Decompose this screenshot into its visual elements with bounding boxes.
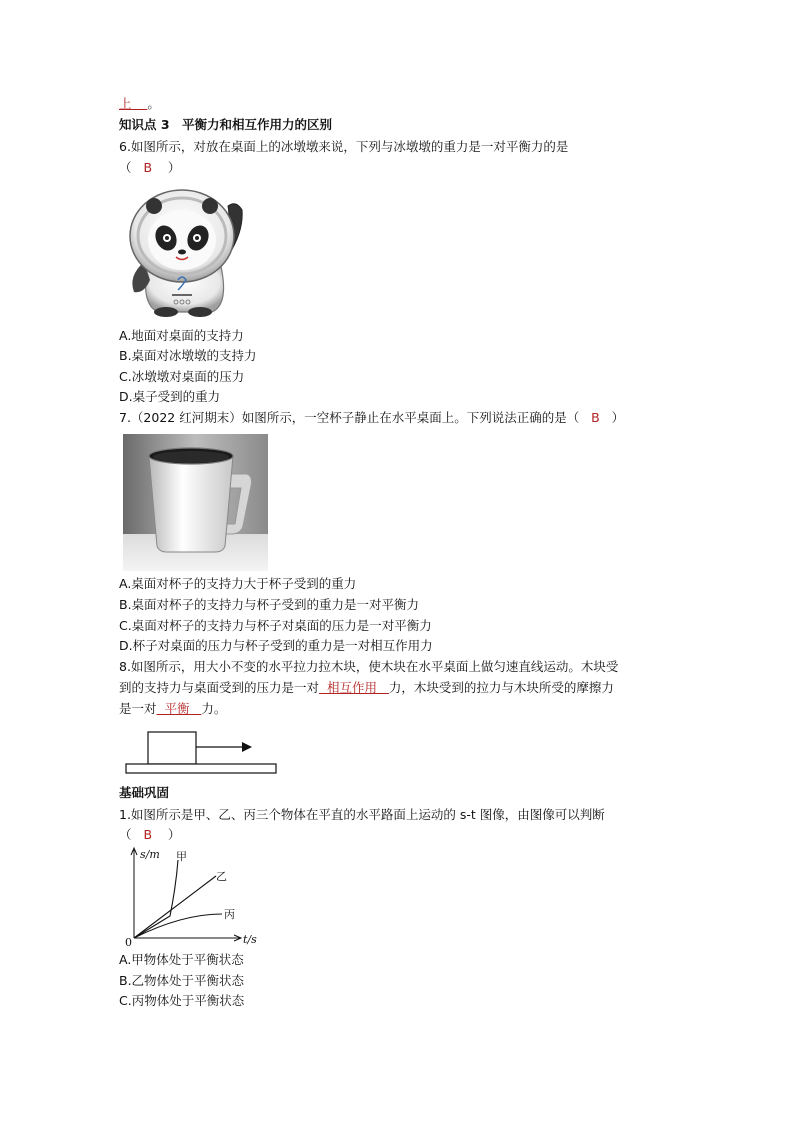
origin-label: 0 [125, 936, 132, 948]
label-jia: 甲 [176, 850, 187, 863]
st-graph [122, 846, 262, 948]
fill-answer: 相互作用 [326, 680, 377, 695]
section-heading: 基础巩固 [119, 785, 170, 800]
option-d: D.杯子对桌面的压力与杯子受到的重力是一对相互作用力 [119, 638, 433, 653]
choice-answer: B [143, 827, 153, 842]
option-b: B.桌面对杯子的支持力与杯子受到的重力是一对平衡力 [119, 597, 420, 612]
option-a: A.桌面对杯子的支持力大于杯子受到的重力 [119, 576, 357, 591]
line-bing [134, 914, 222, 938]
choice-answer: B [143, 160, 153, 175]
y-axis-label: s/m [140, 848, 160, 861]
label-bing: 丙 [224, 908, 235, 921]
option-d: D.桌子受到的重力 [119, 389, 221, 404]
option-b: B.桌面对冰墩墩的支持力 [119, 348, 257, 363]
question-stem-line2: 到的支持力与桌面受到的压力是一对 相互作用 力，木块受到的拉力与木块所受的摩擦力 [119, 680, 614, 695]
line-jia [134, 860, 178, 938]
option-c: C.冰墩墩对桌面的压力 [119, 369, 245, 384]
option-a: A.地面对桌面的支持力 [119, 328, 244, 343]
question-stem-line3: 是一对 平衡 力。 [119, 701, 227, 716]
option-c: C.桌面对杯子的支持力与杯子对桌面的压力是一对平衡力 [119, 618, 432, 633]
question-stem: 6.如图所示，对放在桌面上的冰墩墩来说，下列与冰墩墩的重力是一对平衡力的是 [119, 139, 569, 154]
option-a: A.甲物体处于平衡状态 [119, 952, 244, 967]
option-b: B.乙物体处于平衡状态 [119, 973, 245, 988]
answer-bracket: （ B ） [119, 160, 181, 175]
question-stem: 7.（2022 红河期末）如图所示，一空杯子静止在水平桌面上。下列说法正确的是（ B ） [119, 410, 625, 425]
section-heading: 知识点 3 平衡力和相互作用力的区别 [119, 117, 333, 132]
fill-answer: 上 [119, 96, 132, 111]
block-diagram [124, 730, 280, 776]
question-stem: 1.如图所示是甲、乙、丙三个物体在平直的水平路面上运动的 s-t 图像，由图像可以判断 [119, 807, 605, 822]
label-yi: 乙 [216, 870, 227, 883]
top-fragment [119, 95, 160, 113]
mascot-image [120, 184, 250, 318]
option-c: C.丙物体处于平衡状态 [119, 993, 245, 1008]
choice-answer: B [591, 410, 600, 425]
fill-answer: 平衡 [164, 701, 190, 716]
answer-bracket: （ B ） [119, 827, 181, 842]
x-axis-label: t/s [243, 933, 257, 946]
question-text: 7.（2022 红河期末）如图所示，一空杯子静止在水平桌面上。下列说法正确的是（ [119, 410, 580, 425]
cup-image [123, 434, 268, 571]
punctuation: 。 [147, 96, 160, 111]
question-stem: 8.如图所示，用大小不变的水平拉力拉木块，使木块在水平桌面上做匀速直线运动。木块受 [119, 659, 619, 674]
tabletop [126, 764, 276, 773]
wooden-block [148, 732, 196, 764]
